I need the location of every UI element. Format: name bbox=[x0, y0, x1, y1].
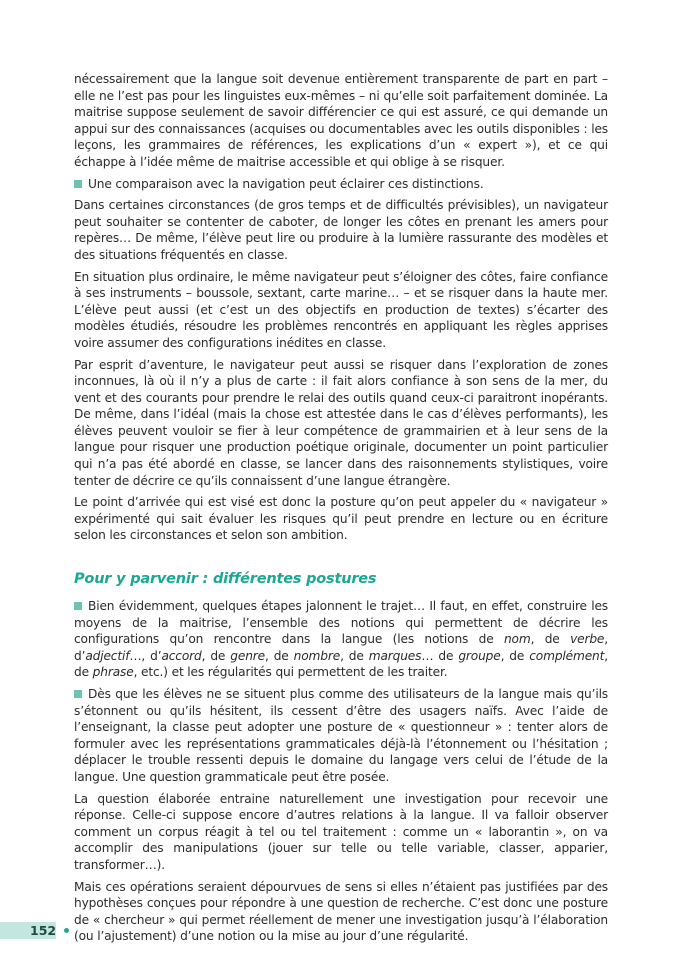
paragraph-10: Mais ces opérations seraient dépourvues de sens si elles n’étaient pas justifiées par des hypothèses conçues pour répondre à une question de recherche. C’est donc une posture de « chercheur » qui permet réellement de mener une investigation jusqu’à l’élaboration (ou l’ajustement) d’une notion ou la mise au jour d’une régularité. bbox=[74, 879, 608, 944]
paragraph-5: Par esprit d’aventure, le navigateur peut aussi se risquer dans l’exploration de zones inconnues, là où il n’y a plus de carte : il fait alors confiance à son sens de la mer, du vent et des courants pour prendre le relai des outils quand ceux-ci paraitront inopérants. De même, dans l’idéal (mais la chose est attestée dans le cas d’élèves performants), les élèves peuvent vouloir se fier à leur compétence de grammairien et à leur sens de la langue pour risquer une production poétique originale, documenter un point particulier qui n’a pas été abordé en classe, se lancer dans des raisonnements stylistiques, voire tenter de décrire ce qu’ils connaissent d’une langue étrangère. bbox=[74, 357, 608, 488]
section-heading: Pour y parvenir : différentes postures bbox=[74, 571, 377, 588]
paragraph-9: La question élaborée entraine naturellement une investigation pour recevoir une réponse. Celle-ci suppose encore d’autres relations à la langue. Il va falloir observer comment un corpus réagit à tel ou tel traitement : comme un « laborantin », on va accomplir des manipulations (jouer sur telle ou telle variable, classer, apparier, transformer…). bbox=[74, 791, 608, 872]
bullet-paragraph-questionneur: Dès que les élèves ne se situent plus comme des utilisateurs de la langue mais qu’ils s’étonnent ou qu’ils hésitent, ils cessent d’être des usagers naïfs. Avec l’aide de l’enseignant, la classe peut adopter une posture de « questionneur » : tenter alors de formuler avec les représentations grammaticales déjà-là l’étonnement ou l’hésitation ; déplacer le trouble ressenti depuis le domaine du langage vers celui de l’étude de la langue. Une question grammaticale peut être posée. bbox=[74, 687, 608, 784]
document-body bbox=[74, 71, 608, 950]
paragraph-3: Dans certaines circonstances (de gros temps et de difficultés prévisibles), un navigateur peut souhaiter se contenter de caboter, de longer les côtes en prenant les amers pour repères… De même, l’élève peut lire ou produire à la lumière rassurante des modèles et des situations fréquentés en classe. bbox=[74, 198, 608, 262]
paragraph-4: En situation plus ordinaire, le même navigateur peut s’éloigner des côtes, faire confiance à ses instruments – boussole, sextant, carte marine… – et se risquer dans la haute mer. L’élève peut aussi (et c’est un des objectifs en production de textes) s’écarter des modèles étudiés, résoudre les problèmes rencontrés en appliquant les règles apprises voire assumer des configurations inédites en classe. bbox=[74, 269, 608, 350]
paragraph-6: Le point d’arrivée qui est visé est donc la posture qu’on peut appeler du « navigateur » expérimenté qui sait évaluer les risques qu’il peut prendre en lecture ou en écriture selon les circonstances et selon son ambition. bbox=[74, 495, 608, 543]
bullet-paragraph-navigation: Une comparaison avec la navigation peut éclairer ces distinctions. bbox=[74, 176, 608, 193]
footer-dot-icon bbox=[64, 928, 69, 933]
paragraph-1: nécessairement que la langue soit devenue entièrement transparente de part en part – elle ne l’est pas pour les linguistes eux-mêmes – ni qu’elle soit parfaitement dominée. La maitrise suppose seulement de savoir différencier ce qui est assuré, ce qui demande un appui sur des connaissances (acquises ou documentables avec les outils disponibles : les leçons, les grammaires de références, les explications d’un « expert »), et ce qui échappe à l’idée même de maitrise accessible et qui oblige à se risquer. bbox=[74, 72, 608, 169]
page-number: 152 bbox=[30, 923, 57, 938]
bullet-paragraph-etapes: Bien évidemment, quelques étapes jalonnent le trajet… Il faut, en effet, construire les moyens de la maitrise, l’ensemble des notions qui permettent de décrire les configurations qu’on rencontre dans la langue (les notions de nom, de verbe, d’adjectif…, d’accord, de genre, de nombre, de marques… de groupe, de complément, de phrase, etc.) et les régularités qui permettent de les traiter. bbox=[74, 599, 609, 680]
